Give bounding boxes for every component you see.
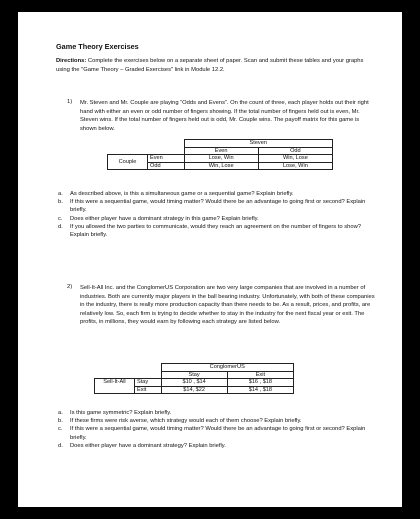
matrix-2-cell: $16 , $18 — [227, 379, 293, 387]
list-item-letter: d. — [58, 442, 63, 449]
list-item-text: Does either player have a dominant strategy? Explain briefly. — [70, 442, 226, 449]
matrix-1-cell: Lose, Win — [184, 155, 258, 163]
matrix-1-row-strategy: Even — [148, 155, 185, 163]
question-1-number: 1) — [67, 99, 73, 105]
matrix-2-row-strategy: Stay — [135, 379, 162, 387]
list-item — [58, 417, 378, 425]
matrix-2-col-player: ConglomerUS — [161, 364, 294, 372]
question-1-subquestions — [58, 190, 378, 239]
list-item-text: If this were a sequential game, would timing matter? Would there be an advantage to going first or second? Explain briefly. — [70, 426, 366, 441]
list-item-letter: c. — [58, 426, 63, 433]
list-item — [58, 425, 378, 441]
list-item — [58, 223, 378, 239]
question-2-subquestions — [58, 409, 378, 450]
list-item — [58, 198, 378, 214]
list-item-letter: d. — [58, 223, 63, 230]
list-item-letter: c. — [58, 215, 63, 222]
payoff-matrix-1 — [107, 139, 333, 170]
question-1-text: Mr. Steven and Mr. Couple are playing “Odds and Evens”. On the count of three, each player holds out their right hand with either an even or odd number of fingers showing. If the total number of fingers held out is even, Mr. Steven wins. If the total number of fingers held out is odd, Mr. Couple wins. The payoff matrix for this game is shown below. — [80, 100, 369, 132]
list-item-text: Is this game symmetric? Explain briefly. — [70, 410, 172, 416]
matrix-1-cell: Win, Lose — [258, 155, 332, 163]
directions-text: Complete the exercises below on a separate sheet of paper. Scan and submit these tables and your graphs using the "Game Theory – Graded Exercises" link in Module 12.2. — [56, 58, 364, 73]
list-item-letter: a. — [58, 191, 63, 197]
directions-paragraph — [56, 57, 374, 74]
matrix-1-row-strategy: Odd — [148, 162, 185, 170]
list-item-letter: b. — [58, 199, 63, 206]
payoff-matrix-2 — [94, 363, 294, 394]
matrix-2-row-strategy: Exit — [135, 386, 162, 394]
list-item-text: If these firms were risk averse, which strategy would each of them choose? Explain briefly. — [70, 418, 302, 425]
list-item — [58, 215, 378, 223]
directions-label: Directions: — [56, 58, 87, 64]
document-page — [18, 12, 402, 507]
matrix-1-cell: Lose, Win — [258, 162, 332, 170]
matrix-2-cell: $14 , $18 — [227, 386, 293, 394]
matrix-1-cell: Win, Lose — [184, 162, 258, 170]
list-item — [58, 190, 378, 198]
list-item-text: As described above, is this a simultaneous game or a sequential game? Explain briefly. — [70, 191, 294, 197]
question-2-number: 2) — [67, 284, 73, 290]
matrix-1-col-strategy: Odd — [258, 147, 332, 155]
matrix-2-cell: $14, $22 — [161, 386, 227, 394]
list-item-text: Does either player have a dominant strategy in this game? Explain briefly. — [70, 215, 259, 222]
list-item-letter: a. — [58, 410, 63, 416]
question-2-text: Sell-It-All Inc. and the ConglomerUS Corporation are two very large companies that are involved in a number of industries. Both are currently major players in the ball bearing industry. Unfortunately, with both of these companies in the industry, there is really more production capacity than there needs to be. As a result, prices, and profits, are relatively low. So, each firm is trying to decide whether to stay in the industry for the next fiscal year or exit. The profits, in millions, they would earn by following each strategy are listed below. — [80, 285, 375, 326]
matrix-2-cell: $10 , $14 — [161, 379, 227, 387]
list-item-text: If you allowed the two parties to communicate, would they reach an agreement on the number of fingers to show? Explain briefly. — [70, 223, 361, 239]
list-item-letter: b. — [58, 418, 63, 425]
list-item-text: If this were a sequential game, would timing matter? Would there be an advantage to going first or second? Explain briefly. — [70, 199, 366, 214]
matrix-1-row-player: Couple — [108, 155, 148, 170]
matrix-2-col-strategy: Stay — [161, 371, 227, 379]
matrix-1-col-player: Steven — [184, 140, 333, 148]
matrix-2-row-player: Sell-It-All — [95, 379, 135, 394]
matrix-1-col-strategy: Even — [184, 147, 258, 155]
list-item — [58, 409, 378, 417]
document-title: Game Theory Exercises — [56, 42, 139, 51]
matrix-2-col-strategy: Exit — [227, 371, 293, 379]
list-item — [58, 442, 378, 450]
